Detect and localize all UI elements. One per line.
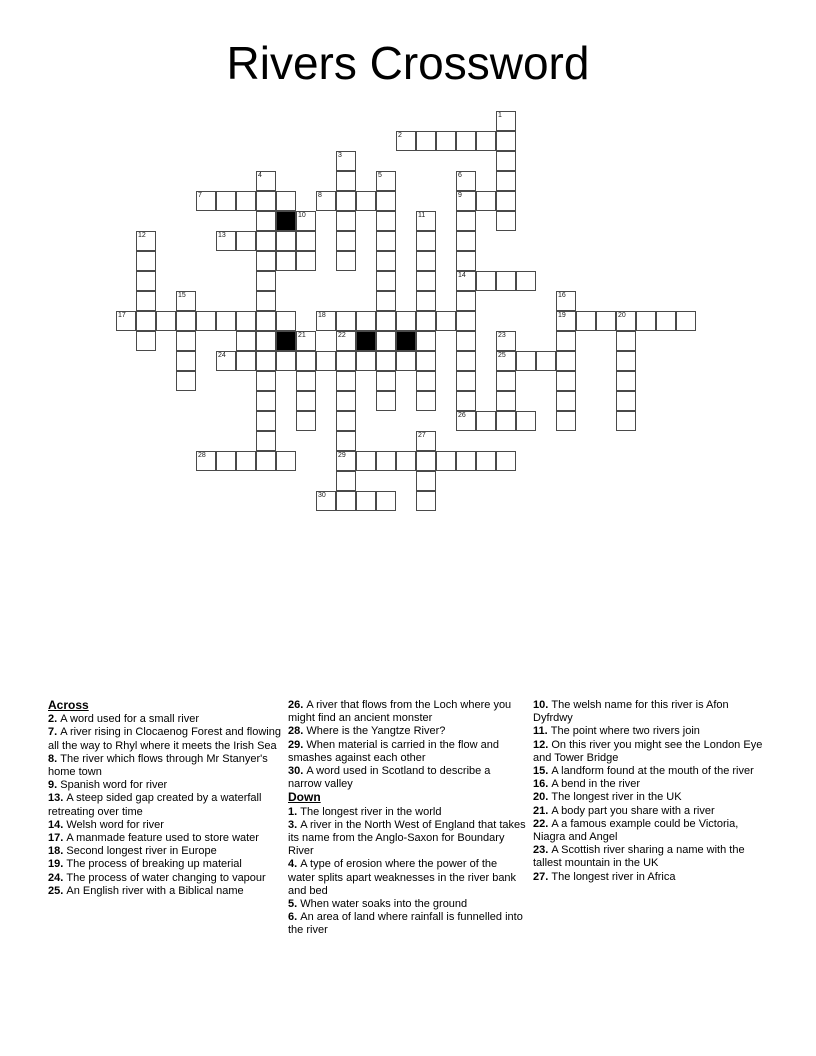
grid-cell bbox=[476, 411, 496, 431]
grid-cell bbox=[296, 391, 316, 411]
grid-cell bbox=[376, 231, 396, 251]
clue: 10. The welsh name for this river is Afon Dyfrdwy bbox=[533, 699, 729, 725]
clue: 24. The process of water changing to vapour bbox=[48, 871, 266, 884]
grid-cell bbox=[336, 211, 356, 231]
grid-cell bbox=[356, 491, 376, 511]
clue: 3. A river in the North West of England that takes its name from the Anglo-Saxon for Boundary River bbox=[288, 818, 526, 858]
cell-number: 26 bbox=[458, 412, 466, 419]
grid-cell bbox=[376, 191, 396, 211]
cell-number: 27 bbox=[418, 432, 426, 439]
cell-number: 3 bbox=[338, 152, 342, 159]
grid-cell bbox=[496, 211, 516, 231]
grid-cell bbox=[556, 331, 576, 351]
grid-cell bbox=[456, 411, 476, 431]
grid-cell bbox=[376, 311, 396, 331]
grid-cell bbox=[476, 451, 496, 471]
grid-cell bbox=[256, 311, 276, 331]
clue-number: 2. bbox=[48, 713, 61, 726]
grid-cell bbox=[176, 331, 196, 351]
grid-cell bbox=[236, 231, 256, 251]
grid-cell bbox=[276, 251, 296, 271]
grid-cell bbox=[456, 451, 476, 471]
clue-number: 20. bbox=[533, 791, 552, 804]
cell-number: 25 bbox=[498, 352, 506, 359]
grid-cell bbox=[276, 311, 296, 331]
grid-cell bbox=[316, 351, 336, 371]
grid-cell bbox=[296, 211, 316, 231]
clue-number: 26. bbox=[288, 699, 307, 711]
clue: 22. A a famous example could be Victoria, Niagra and Angel bbox=[533, 817, 739, 844]
grid-cell bbox=[236, 451, 256, 471]
clue: 17. A manmade feature used to store water bbox=[48, 832, 259, 845]
clue: 11. The point where two rivers join bbox=[533, 725, 700, 738]
grid-cell bbox=[456, 331, 476, 351]
grid-cell bbox=[376, 451, 396, 471]
grid-cell bbox=[396, 131, 416, 151]
clue-number: 6. bbox=[288, 911, 301, 924]
grid-cell bbox=[196, 191, 216, 211]
clue: 19. The process of breaking up material bbox=[48, 858, 242, 871]
clue: 26. A river that flows from the Loch where you might find an ancient monster bbox=[288, 699, 512, 725]
clue-number: 29. bbox=[288, 738, 307, 751]
grid-cell bbox=[516, 271, 536, 291]
grid-cell bbox=[316, 491, 336, 511]
cell-number: 28 bbox=[198, 452, 206, 459]
clue-number: 18. bbox=[48, 845, 67, 858]
cell-number: 10 bbox=[298, 212, 306, 219]
clue: 8. The river which flows through Mr Stanyer's home town bbox=[48, 752, 268, 779]
cell-number: 4 bbox=[258, 172, 262, 179]
page-title: Rivers Crossword bbox=[226, 37, 590, 89]
cell-number: 24 bbox=[218, 352, 226, 359]
grid-cell bbox=[296, 351, 316, 371]
clue-number: 13. bbox=[48, 792, 67, 805]
grid-cell bbox=[376, 331, 396, 351]
grid-cell bbox=[376, 491, 396, 511]
cell-number: 12 bbox=[138, 232, 146, 239]
grid-cell bbox=[456, 131, 476, 151]
grid-cell bbox=[456, 231, 476, 251]
cell-number: 13 bbox=[218, 232, 226, 239]
grid-cell bbox=[136, 271, 156, 291]
grid-cell bbox=[436, 131, 456, 151]
across-heading: Across bbox=[48, 698, 89, 712]
grid-cell bbox=[256, 431, 276, 451]
grid-cell bbox=[156, 311, 176, 331]
clue-number: 21. bbox=[533, 804, 552, 817]
grid-cell bbox=[236, 191, 256, 211]
grid-cell bbox=[256, 211, 276, 231]
grid-cell bbox=[556, 311, 576, 331]
cell-number: 23 bbox=[498, 332, 506, 339]
grid-cell bbox=[676, 311, 696, 331]
clue-number: 28. bbox=[288, 725, 307, 738]
grid-cell bbox=[376, 251, 396, 271]
grid-cell bbox=[596, 311, 616, 331]
grid-cell bbox=[516, 411, 536, 431]
clue-number: 27. bbox=[533, 870, 552, 883]
cell-number: 8 bbox=[318, 192, 322, 199]
grid-cell bbox=[256, 451, 276, 471]
clue-number: 8. bbox=[48, 752, 61, 765]
grid-cell bbox=[256, 331, 276, 351]
black-cell bbox=[356, 331, 376, 351]
clue-number: 1. bbox=[288, 805, 301, 818]
grid-cell bbox=[416, 251, 436, 271]
clue-number: 12. bbox=[533, 738, 552, 751]
cell-number: 7 bbox=[198, 192, 202, 199]
grid-cell bbox=[456, 211, 476, 231]
clue-number: 14. bbox=[48, 818, 67, 831]
clue: 2. A word used for a small river bbox=[48, 713, 200, 726]
clue-number: 7. bbox=[48, 726, 61, 739]
cell-number: 19 bbox=[558, 312, 566, 319]
grid-cell bbox=[256, 171, 276, 191]
clue-number: 19. bbox=[48, 858, 67, 871]
grid-cell bbox=[256, 371, 276, 391]
grid-cell bbox=[456, 371, 476, 391]
grid-cell bbox=[496, 411, 516, 431]
grid-cell bbox=[176, 351, 196, 371]
grid-cell bbox=[376, 371, 396, 391]
grid-cell bbox=[216, 451, 236, 471]
grid-cell bbox=[396, 351, 416, 371]
grid-cell bbox=[616, 351, 636, 371]
grid-cell bbox=[356, 451, 376, 471]
clue: 6. An area of land where rainfall is funnelled into the river bbox=[288, 911, 523, 937]
grid-cell bbox=[296, 251, 316, 271]
grid-cell bbox=[396, 311, 416, 331]
grid-cell bbox=[496, 271, 516, 291]
cell-number: 20 bbox=[618, 312, 626, 319]
grid-cell bbox=[316, 191, 336, 211]
grid-cell bbox=[256, 271, 276, 291]
cell-number: 2 bbox=[398, 132, 402, 139]
grid-cell bbox=[296, 331, 316, 351]
grid-cell bbox=[276, 191, 296, 211]
grid-cell bbox=[116, 311, 136, 331]
grid-cell bbox=[176, 291, 196, 311]
grid-cell bbox=[416, 471, 436, 491]
grid-cell bbox=[336, 231, 356, 251]
grid-cell bbox=[456, 311, 476, 331]
grid-cell bbox=[616, 411, 636, 431]
grid-cell bbox=[216, 311, 236, 331]
grid-cell bbox=[236, 311, 256, 331]
grid-cell bbox=[336, 431, 356, 451]
grid-cell bbox=[356, 311, 376, 331]
grid-cell bbox=[576, 311, 596, 331]
cell-number: 5 bbox=[378, 172, 382, 179]
grid-cell bbox=[136, 311, 156, 331]
clue-number: 25. bbox=[48, 884, 67, 897]
grid-cell bbox=[476, 191, 496, 211]
clue-number: 23. bbox=[533, 844, 552, 857]
grid-cell bbox=[256, 191, 276, 211]
grid-cell bbox=[496, 351, 516, 371]
clue-number: 16. bbox=[533, 778, 552, 791]
grid-cell bbox=[476, 271, 496, 291]
cell-number: 6 bbox=[458, 172, 462, 179]
clue: 5. When water soaks into the ground bbox=[288, 898, 468, 911]
grid-cell bbox=[636, 311, 656, 331]
grid-cell bbox=[536, 351, 556, 371]
grid-cell bbox=[616, 391, 636, 411]
grid-cell bbox=[216, 191, 236, 211]
grid-cell bbox=[496, 331, 516, 351]
cell-number: 1 bbox=[498, 112, 502, 119]
clue: 1. The longest river in the world bbox=[288, 805, 442, 818]
clue: 25. An English river with a Biblical name bbox=[48, 884, 244, 897]
grid-cell bbox=[456, 171, 476, 191]
grid-cell bbox=[136, 231, 156, 251]
grid-cell bbox=[336, 451, 356, 471]
clue-number: 3. bbox=[288, 818, 301, 831]
grid-cell bbox=[336, 251, 356, 271]
grid-cell bbox=[336, 151, 356, 171]
grid-cell bbox=[376, 351, 396, 371]
grid-cell bbox=[256, 411, 276, 431]
cell-number: 9 bbox=[458, 192, 462, 199]
grid-cell bbox=[336, 371, 356, 391]
grid-cell bbox=[556, 351, 576, 371]
grid-cell bbox=[656, 311, 676, 331]
clue: 12. On this river you might see the London Eye and Tower Bridge bbox=[533, 738, 763, 764]
grid-cell bbox=[496, 391, 516, 411]
grid-cell bbox=[356, 191, 376, 211]
grid-cell bbox=[136, 251, 156, 271]
grid-cell bbox=[336, 491, 356, 511]
clue-number: 15. bbox=[533, 765, 552, 778]
grid-cell bbox=[416, 271, 436, 291]
grid-cell bbox=[256, 351, 276, 371]
cell-number: 15 bbox=[178, 292, 186, 299]
grid-cell bbox=[556, 391, 576, 411]
clue: 28. Where is the Yangtze River? bbox=[288, 725, 446, 738]
black-cell bbox=[396, 331, 416, 351]
clue: 27. The longest river in Africa bbox=[533, 870, 676, 883]
clue: 30. A word used in Scotland to describe a narrow valley bbox=[288, 765, 491, 791]
grid-cell bbox=[236, 351, 256, 371]
grid-cell bbox=[436, 311, 456, 331]
grid-cell bbox=[436, 451, 456, 471]
clues-column-1 bbox=[48, 699, 286, 898]
grid-cell bbox=[496, 451, 516, 471]
clue-number: 4. bbox=[288, 858, 301, 871]
cell-number: 17 bbox=[118, 312, 126, 319]
cell-number: 22 bbox=[338, 332, 346, 339]
grid-cell bbox=[416, 311, 436, 331]
grid-cell bbox=[176, 371, 196, 391]
grid-cell bbox=[296, 371, 316, 391]
cell-number: 21 bbox=[298, 332, 306, 339]
grid-cell bbox=[416, 211, 436, 231]
grid-cell bbox=[496, 131, 516, 151]
cell-number: 18 bbox=[318, 312, 326, 319]
grid-cell bbox=[336, 351, 356, 371]
grid-cell bbox=[376, 391, 396, 411]
grid-cell bbox=[296, 231, 316, 251]
clue-number: 17. bbox=[48, 832, 67, 845]
clue: 18. Second longest river in Europe bbox=[48, 845, 217, 858]
grid-cell bbox=[396, 451, 416, 471]
grid-cell bbox=[276, 231, 296, 251]
grid-cell bbox=[516, 351, 536, 371]
grid-cell bbox=[196, 311, 216, 331]
grid-cell bbox=[376, 171, 396, 191]
clues-column-3 bbox=[533, 699, 771, 884]
clue-number: 9. bbox=[48, 779, 61, 792]
clue: 16. A bend in the river bbox=[533, 778, 641, 791]
grid-cell bbox=[336, 471, 356, 491]
grid-cell bbox=[256, 391, 276, 411]
grid-cell bbox=[276, 451, 296, 471]
grid-cell bbox=[376, 291, 396, 311]
grid-cell bbox=[256, 231, 276, 251]
clue: 14. Welsh word for river bbox=[48, 818, 164, 831]
clue: 7. A river rising in Clocaenog Forest and flowing all the way to Rhyl where it meets the Irish Sea bbox=[48, 726, 281, 752]
grid-cell bbox=[556, 411, 576, 431]
clue: 15. A landform found at the mouth of the river bbox=[533, 765, 754, 778]
grid-cell bbox=[136, 331, 156, 351]
grid-cell bbox=[336, 391, 356, 411]
clue-number: 30. bbox=[288, 765, 307, 778]
grid-cell bbox=[336, 311, 356, 331]
grid-cell bbox=[176, 311, 196, 331]
clue: 4. A type of erosion where the power of the water splits apart weaknesses in the river bank and bed bbox=[288, 858, 517, 897]
clue: 23. A Scottish river sharing a name with the tallest mountain in the UK bbox=[533, 844, 745, 870]
cell-number: 11 bbox=[418, 212, 426, 219]
grid-cell bbox=[416, 371, 436, 391]
black-cell bbox=[276, 331, 296, 351]
cell-number: 30 bbox=[318, 492, 326, 499]
grid-cell bbox=[456, 351, 476, 371]
grid-cell bbox=[376, 211, 396, 231]
grid-cell bbox=[416, 331, 436, 351]
grid-cell bbox=[256, 251, 276, 271]
grid-cell bbox=[336, 411, 356, 431]
cell-number: 16 bbox=[558, 292, 566, 299]
grid-cell bbox=[196, 451, 216, 471]
grid-cell bbox=[376, 271, 396, 291]
grid-cell bbox=[416, 431, 436, 451]
grid-cell bbox=[616, 311, 636, 331]
grid-cell bbox=[416, 131, 436, 151]
grid-cell bbox=[456, 271, 476, 291]
grid-cell bbox=[616, 331, 636, 351]
clues-column-2 bbox=[288, 699, 526, 938]
grid-cell bbox=[416, 491, 436, 511]
grid-cell bbox=[296, 411, 316, 431]
clue-number: 24. bbox=[48, 871, 67, 884]
grid-cell bbox=[416, 351, 436, 371]
grid-cell bbox=[496, 151, 516, 171]
grid-cell bbox=[356, 351, 376, 371]
grid-cell bbox=[276, 351, 296, 371]
grid-cell bbox=[316, 311, 336, 331]
grid-cell bbox=[336, 171, 356, 191]
clue: 29. When material is carried in the flow and smashes against each other bbox=[288, 738, 499, 764]
grid-cell bbox=[336, 331, 356, 351]
grid-cell bbox=[456, 291, 476, 311]
grid-cell bbox=[236, 331, 256, 351]
cell-number: 14 bbox=[458, 272, 466, 279]
grid-cell bbox=[416, 291, 436, 311]
clue-number: 11. bbox=[533, 725, 551, 738]
grid-cell bbox=[456, 251, 476, 271]
grid-cell bbox=[416, 391, 436, 411]
grid-cell bbox=[496, 191, 516, 211]
grid-cell bbox=[476, 131, 496, 151]
clue: 13. A steep sided gap created by a waterfall retreating over time bbox=[48, 792, 262, 818]
grid-cell bbox=[216, 351, 236, 371]
grid-cell bbox=[336, 191, 356, 211]
grid-cell bbox=[556, 291, 576, 311]
clue: 9. Spanish word for river bbox=[48, 779, 168, 792]
grid-cell bbox=[136, 291, 156, 311]
grid-cell bbox=[216, 231, 236, 251]
clue-number: 22. bbox=[533, 817, 552, 830]
grid-cell bbox=[256, 291, 276, 311]
grid-cell bbox=[496, 371, 516, 391]
grid-cell bbox=[616, 371, 636, 391]
clue-number: 5. bbox=[288, 898, 301, 911]
down-heading: Down bbox=[288, 790, 321, 805]
black-cell bbox=[276, 211, 296, 231]
clue: 21. A body part you share with a river bbox=[533, 804, 715, 817]
cell-number: 29 bbox=[338, 452, 346, 459]
grid-cell bbox=[456, 391, 476, 411]
grid-cell bbox=[496, 171, 516, 191]
grid-cell bbox=[416, 231, 436, 251]
grid-cell bbox=[416, 451, 436, 471]
clue: 20. The longest river in the UK bbox=[533, 791, 682, 804]
grid-cell bbox=[456, 191, 476, 211]
grid-cell bbox=[556, 371, 576, 391]
grid-cell bbox=[496, 111, 516, 131]
clue-number: 10. bbox=[533, 699, 552, 711]
